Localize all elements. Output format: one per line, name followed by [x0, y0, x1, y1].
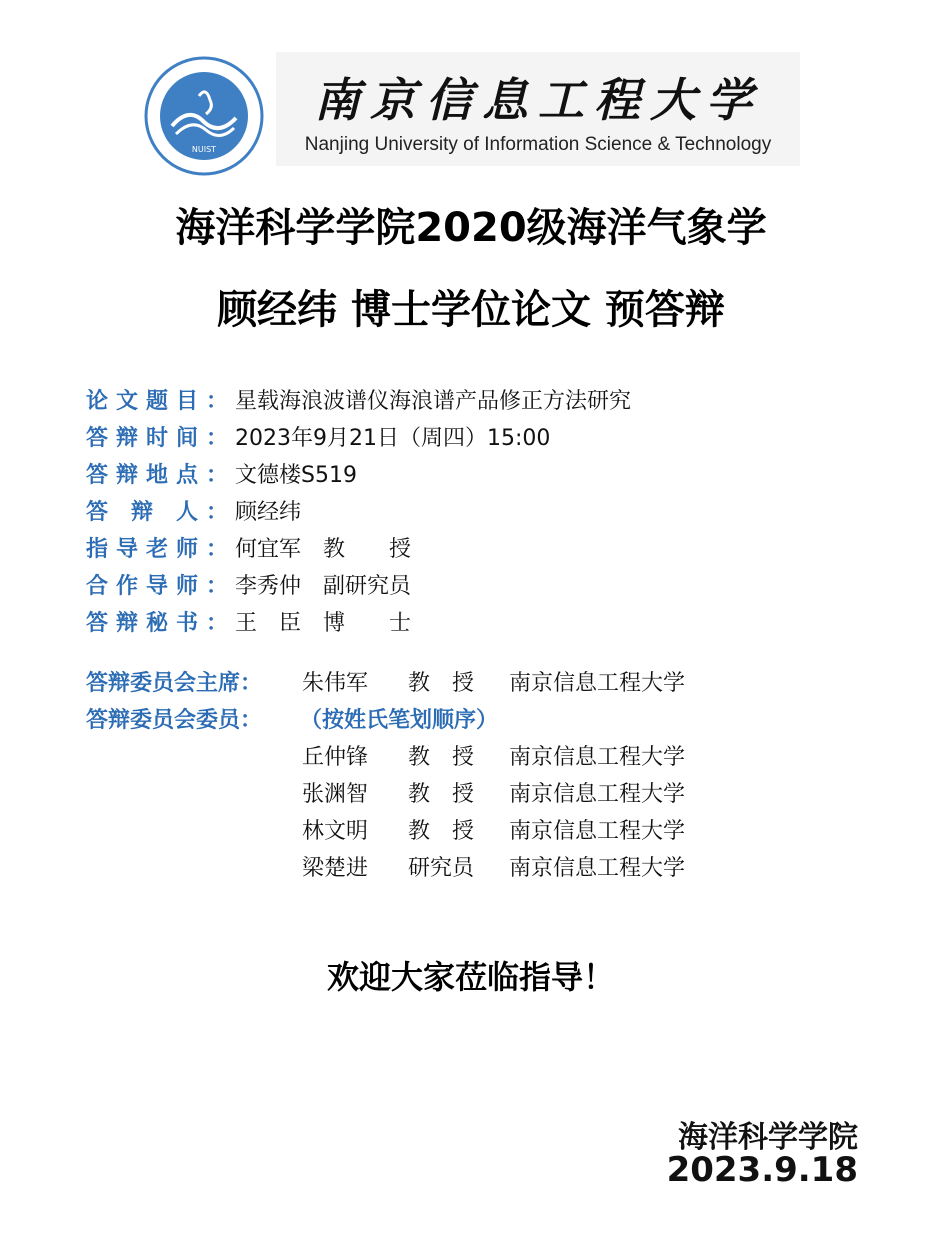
info-colon: ： — [206, 426, 229, 451]
info-colon: ： — [206, 574, 229, 599]
member-name: 丘仲锋 — [302, 745, 369, 770]
info-value: 2023年9月21日（周四）15:00 — [235, 426, 551, 451]
info-colon: ： — [206, 537, 229, 562]
welcome-message: 欢迎大家莅临指导！ — [326, 958, 615, 996]
info-colon: ： — [206, 389, 229, 414]
info-value: 王 臣 博 士 — [235, 611, 412, 636]
info-label: 合作导师 — [86, 574, 198, 599]
member-org: 南京信息工程大学 — [509, 856, 686, 881]
info-value: 李秀仲 副研究员 — [235, 574, 412, 599]
university-banner — [276, 52, 800, 166]
footer-date: 2023.9.18 — [666, 1150, 858, 1190]
chair-title: 教 授 — [408, 671, 475, 696]
info-value: 文德楼S519 — [235, 463, 357, 488]
info-label: 答辩地点 — [86, 463, 198, 488]
member-title: 教 授 — [408, 819, 475, 844]
page-title-line-1: 海洋科学学院2020级海洋气象学 — [175, 205, 767, 251]
member-org: 南京信息工程大学 — [509, 782, 686, 807]
info-label: 答辩时间 — [86, 426, 198, 451]
footer-organization: 海洋科学学院 — [678, 1120, 858, 1155]
info-value: 顾经纬 — [235, 500, 302, 525]
committee-members-note: （按姓氏笔划顺序） — [300, 708, 499, 733]
member-name: 梁楚进 — [302, 856, 369, 881]
member-title: 教 授 — [408, 745, 475, 770]
info-label: 论文题目 — [86, 389, 198, 414]
committee-chair-label: 答辩委员会主席： — [86, 671, 263, 696]
page-title-line-2: 顾经纬 博士学位论文 预答辩 — [217, 287, 725, 333]
committee-members-label: 答辩委员会委员： — [86, 708, 263, 733]
info-colon: ： — [206, 611, 229, 636]
member-org: 南京信息工程大学 — [509, 745, 686, 770]
info-value: 星载海浪波谱仪海浪谱产品修正方法研究 — [235, 389, 632, 414]
svg-text:NUIST: NUIST — [191, 145, 217, 154]
university-name-en: Nanjing University of Information Science & Technology — [304, 134, 772, 155]
info-colon: ： — [206, 463, 229, 488]
member-name: 张渊智 — [302, 782, 369, 807]
info-colon: ： — [206, 500, 229, 525]
info-label: 答辩秘书 — [86, 611, 198, 636]
member-name: 林文明 — [302, 819, 369, 844]
member-title: 研究员 — [408, 856, 475, 881]
university-name-cn: 南京信息工程大学 — [314, 73, 762, 127]
chair-org: 南京信息工程大学 — [509, 671, 686, 696]
member-title: 教 授 — [408, 782, 475, 807]
chair-name: 朱伟军 — [302, 671, 369, 696]
info-label: 答辩人 — [86, 500, 198, 525]
member-org: 南京信息工程大学 — [509, 819, 686, 844]
school-seal-logo — [144, 56, 264, 176]
info-value: 何宜军 教 授 — [235, 537, 412, 562]
info-label: 指导老师 — [86, 537, 198, 562]
